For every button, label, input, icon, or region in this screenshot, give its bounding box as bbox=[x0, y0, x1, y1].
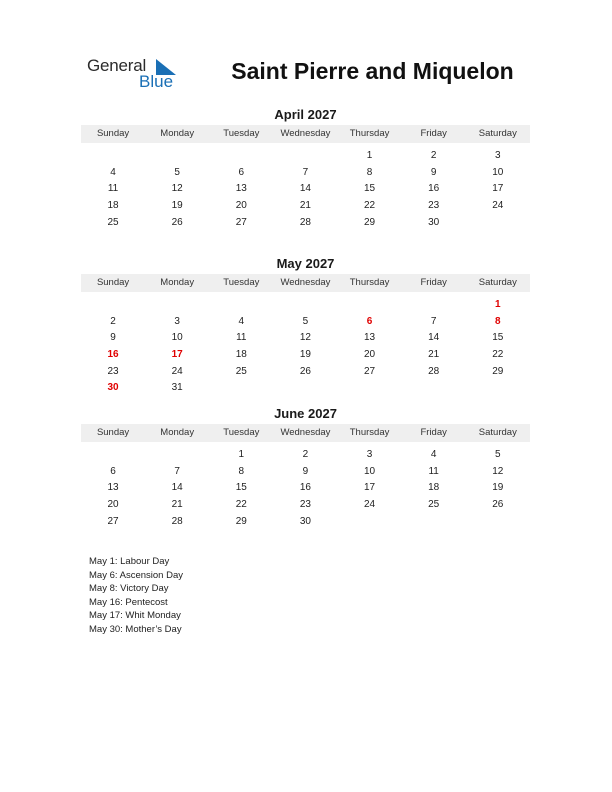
month-april bbox=[81, 107, 530, 231]
day-cell: 14 bbox=[171, 482, 183, 494]
day-cell: 9 bbox=[430, 166, 437, 178]
weekday-header: Thursday bbox=[349, 128, 390, 139]
week-row bbox=[81, 330, 530, 347]
day-cell: 28 bbox=[171, 515, 183, 527]
day-cell: 23 bbox=[428, 200, 440, 212]
month-may bbox=[81, 256, 530, 397]
empty-day-cell bbox=[273, 380, 337, 397]
day-cell: 24 bbox=[492, 200, 504, 212]
logo bbox=[87, 56, 187, 92]
week-row bbox=[81, 497, 530, 514]
day-cell: 19 bbox=[299, 349, 311, 361]
week-row bbox=[81, 198, 530, 215]
weekday-header-row bbox=[81, 424, 530, 442]
weekday-header: Sunday bbox=[96, 427, 130, 438]
day-cell: 11 bbox=[236, 332, 247, 344]
weekday-header: Wednesday bbox=[280, 128, 331, 139]
month-grid bbox=[81, 297, 530, 397]
day-cell: 9 bbox=[302, 465, 309, 477]
day-cell: 20 bbox=[107, 499, 119, 511]
week-row bbox=[81, 314, 530, 331]
day-cell: 29 bbox=[492, 365, 504, 377]
day-cell: 4 bbox=[430, 449, 437, 460]
day-cell: 19 bbox=[492, 482, 504, 494]
holiday-list-item: May 8: Victory Day bbox=[89, 583, 169, 594]
month-grid bbox=[81, 447, 530, 530]
day-cell: 12 bbox=[299, 332, 311, 344]
day-cell: 18 bbox=[428, 482, 440, 494]
day-cell: 13 bbox=[235, 183, 247, 195]
weekday-header: Saturday bbox=[478, 128, 517, 139]
day-cell: 5 bbox=[174, 166, 180, 178]
day-cell: 13 bbox=[364, 332, 376, 344]
empty-day-cell bbox=[145, 447, 209, 464]
day-cell: 16 bbox=[299, 482, 311, 494]
empty-day-cell bbox=[338, 380, 402, 397]
day-cell: 28 bbox=[299, 216, 311, 228]
holiday-day-cell: 17 bbox=[171, 349, 183, 361]
day-cell: 27 bbox=[364, 365, 376, 377]
logo-general-text: General bbox=[87, 56, 147, 75]
day-cell: 11 bbox=[107, 183, 119, 195]
day-cell: 23 bbox=[107, 365, 119, 377]
day-cell: 7 bbox=[174, 465, 180, 477]
empty-day-cell bbox=[145, 148, 209, 165]
day-cell: 14 bbox=[299, 183, 311, 195]
day-cell: 22 bbox=[235, 499, 247, 511]
empty-day-cell bbox=[273, 148, 337, 165]
day-cell: 8 bbox=[238, 465, 245, 477]
day-cell: 29 bbox=[235, 515, 247, 527]
holiday-day-cell: 16 bbox=[107, 349, 119, 361]
holiday-list-item: May 16: Pentecost bbox=[89, 596, 168, 608]
day-cell: 26 bbox=[492, 499, 504, 511]
empty-day-cell bbox=[209, 297, 273, 314]
day-cell: 20 bbox=[235, 200, 247, 212]
holiday-list bbox=[89, 555, 183, 636]
day-cell: 5 bbox=[302, 315, 309, 327]
weekday-header: Sunday bbox=[96, 128, 130, 139]
holiday-list-item: May 17: Whit Monday bbox=[89, 610, 181, 621]
day-cell: 10 bbox=[492, 166, 504, 178]
week-row bbox=[81, 480, 530, 497]
day-cell: 30 bbox=[299, 515, 311, 527]
week-row bbox=[81, 181, 530, 198]
weekday-header: Friday bbox=[420, 128, 447, 139]
day-cell: 4 bbox=[238, 315, 245, 327]
day-cell: 15 bbox=[235, 482, 247, 494]
holiday-list-item: May 6: Ascension Day bbox=[89, 569, 183, 581]
day-cell: 21 bbox=[171, 499, 183, 511]
day-cell: 20 bbox=[364, 349, 376, 361]
empty-day-cell bbox=[209, 148, 273, 165]
month-title: April 2027 bbox=[274, 107, 337, 122]
page-title: Saint Pierre and Miquelon bbox=[231, 58, 514, 84]
empty-day-cell bbox=[81, 447, 145, 464]
day-cell: 5 bbox=[495, 449, 501, 460]
weekday-header: Thursday bbox=[349, 277, 390, 288]
month-grid bbox=[81, 148, 530, 231]
empty-day-cell bbox=[338, 297, 402, 314]
weekday-header-row bbox=[81, 274, 530, 292]
day-cell: 3 bbox=[495, 150, 501, 161]
day-cell: 31 bbox=[171, 382, 183, 394]
empty-day-cell bbox=[81, 148, 145, 165]
day-cell: 21 bbox=[299, 200, 311, 212]
day-cell: 8 bbox=[366, 166, 373, 178]
empty-day-cell bbox=[402, 297, 466, 314]
day-cell: 10 bbox=[171, 332, 183, 344]
holiday-day-cell: 8 bbox=[495, 315, 501, 327]
weekday-header: Monday bbox=[160, 277, 195, 288]
day-cell: 27 bbox=[107, 515, 119, 527]
day-cell: 10 bbox=[364, 465, 376, 477]
holiday-list-item: May 30: Mother’s Day bbox=[89, 623, 182, 635]
day-cell: 22 bbox=[364, 200, 376, 212]
holiday-day-cell: 1 bbox=[495, 299, 501, 310]
day-cell: 7 bbox=[430, 315, 437, 327]
weekday-header: Sunday bbox=[96, 277, 130, 288]
weekday-header: Tuesday bbox=[223, 277, 260, 288]
weekday-header: Wednesday bbox=[280, 277, 331, 288]
day-cell: 25 bbox=[235, 365, 247, 377]
holiday-day-cell: 6 bbox=[366, 315, 373, 327]
month-june bbox=[81, 406, 530, 530]
day-cell: 4 bbox=[110, 166, 116, 178]
empty-day-cell bbox=[402, 514, 466, 531]
day-cell: 13 bbox=[107, 482, 119, 494]
month-title: June 2027 bbox=[274, 406, 337, 421]
day-cell: 26 bbox=[299, 365, 311, 377]
day-cell: 7 bbox=[302, 166, 309, 178]
day-cell: 1 bbox=[366, 150, 373, 161]
day-cell: 29 bbox=[364, 216, 376, 228]
day-cell: 19 bbox=[171, 200, 183, 212]
day-cell: 25 bbox=[428, 499, 440, 511]
day-cell: 6 bbox=[238, 166, 245, 178]
day-cell: 3 bbox=[366, 449, 373, 460]
empty-day-cell bbox=[338, 514, 402, 531]
day-cell: 9 bbox=[110, 332, 116, 344]
empty-day-cell bbox=[209, 380, 273, 397]
day-cell: 30 bbox=[428, 216, 440, 228]
day-cell: 11 bbox=[428, 465, 439, 477]
weekday-header: Friday bbox=[420, 427, 447, 438]
empty-day-cell bbox=[466, 215, 530, 232]
day-cell: 1 bbox=[238, 449, 245, 460]
logo-blue-text: Blue bbox=[139, 72, 174, 91]
day-cell: 2 bbox=[430, 150, 437, 161]
weekday-header-row bbox=[81, 125, 530, 143]
holiday-list-item: May 1: Labour Day bbox=[89, 556, 170, 567]
day-cell: 26 bbox=[171, 216, 183, 228]
empty-day-cell bbox=[466, 514, 530, 531]
day-cell: 18 bbox=[235, 349, 247, 361]
day-cell: 6 bbox=[110, 465, 116, 477]
day-cell: 21 bbox=[428, 349, 440, 361]
weekday-header: Saturday bbox=[478, 277, 517, 288]
day-cell: 15 bbox=[364, 183, 376, 195]
week-row bbox=[81, 380, 530, 397]
week-row bbox=[81, 347, 530, 364]
week-row bbox=[81, 215, 530, 232]
week-row bbox=[81, 364, 530, 381]
day-cell: 16 bbox=[428, 183, 440, 195]
weekday-header: Tuesday bbox=[223, 128, 260, 139]
week-row bbox=[81, 464, 530, 481]
weekday-header: Monday bbox=[160, 128, 195, 139]
day-cell: 17 bbox=[364, 482, 376, 494]
day-cell: 2 bbox=[302, 449, 309, 460]
weekday-header: Thursday bbox=[349, 427, 390, 438]
weekday-header: Saturday bbox=[478, 427, 517, 438]
week-row bbox=[81, 447, 530, 464]
day-cell: 27 bbox=[235, 216, 247, 228]
week-row bbox=[81, 165, 530, 182]
week-row bbox=[81, 297, 530, 314]
day-cell: 25 bbox=[107, 216, 119, 228]
empty-day-cell bbox=[81, 297, 145, 314]
day-cell: 23 bbox=[299, 499, 311, 511]
empty-day-cell bbox=[145, 297, 209, 314]
weekday-header: Friday bbox=[420, 277, 447, 288]
month-title: May 2027 bbox=[276, 256, 335, 271]
day-cell: 12 bbox=[492, 465, 504, 477]
empty-day-cell bbox=[402, 380, 466, 397]
day-cell: 24 bbox=[364, 499, 376, 511]
day-cell: 3 bbox=[174, 315, 180, 327]
holiday-day-cell: 30 bbox=[107, 382, 119, 394]
weekday-header: Monday bbox=[160, 427, 195, 438]
day-cell: 12 bbox=[171, 183, 183, 195]
day-cell: 2 bbox=[110, 315, 116, 327]
day-cell: 24 bbox=[171, 365, 183, 377]
day-cell: 18 bbox=[107, 200, 119, 212]
empty-day-cell bbox=[273, 297, 337, 314]
weekday-header: Tuesday bbox=[223, 427, 260, 438]
day-cell: 28 bbox=[428, 365, 440, 377]
week-row bbox=[81, 148, 530, 165]
day-cell: 15 bbox=[492, 332, 504, 344]
day-cell: 22 bbox=[492, 349, 504, 361]
empty-day-cell bbox=[466, 380, 530, 397]
week-row bbox=[81, 514, 530, 531]
day-cell: 17 bbox=[492, 183, 504, 195]
day-cell: 14 bbox=[428, 332, 440, 344]
weekday-header: Wednesday bbox=[280, 427, 331, 438]
